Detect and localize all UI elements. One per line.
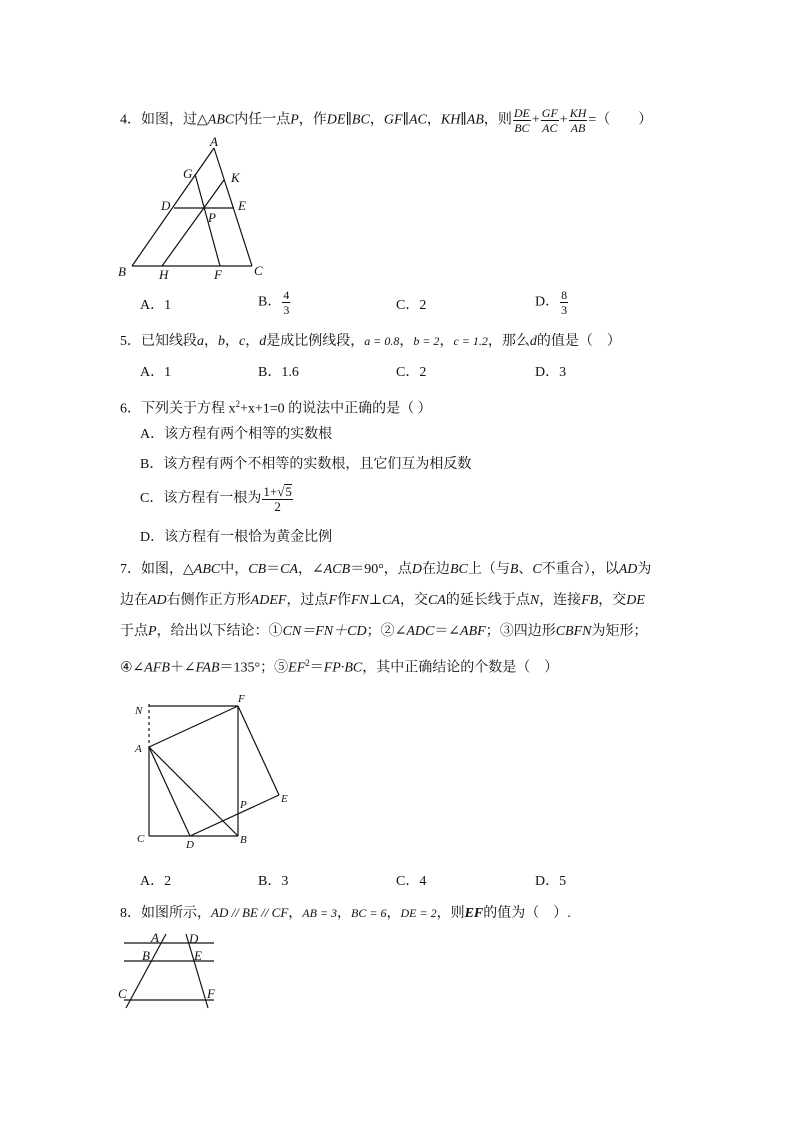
q5-var-d-2: d <box>529 334 537 349</box>
q4-label-g: G <box>183 166 193 181</box>
q8-value-ab: AB = 3 <box>302 906 338 920</box>
q4-opt-c-value: 2 <box>419 298 427 313</box>
q7-l2-ad: AD <box>148 593 167 608</box>
q7-l3-angle-abf: ABF <box>460 624 486 639</box>
q5-option-b <box>258 363 299 383</box>
q7-l1-c-point: C <box>532 562 542 577</box>
q7-l2-de: DE <box>626 593 645 608</box>
q7-l3-conclusion-1: CN＝FN＋CD <box>282 624 367 639</box>
q8-sep-3: ， <box>386 906 401 921</box>
q7-l4-b: ＋∠ <box>169 660 196 676</box>
q4-label-e: E <box>238 198 246 213</box>
q8-label-b: B <box>142 948 150 963</box>
q7-line-1 <box>120 560 651 580</box>
q7-l4-e: ，其中正确结论的个数是（ ） <box>362 660 559 676</box>
q7-l2-point-n: N <box>529 593 540 608</box>
q7-l3-b: ，给出以下结论：① <box>156 624 283 639</box>
q7-l1-g: 上（与 <box>467 562 510 577</box>
q4-triangle-figure <box>112 134 272 284</box>
q6-opt-c-num: 1+√5 <box>263 484 292 499</box>
q4-frac1-den: BC <box>514 121 530 135</box>
q5-value-a: a = 0.8 <box>364 334 400 348</box>
q7-label-p: P <box>240 799 247 811</box>
q4-sep-2: ， <box>426 112 441 128</box>
q8-transversal-1 <box>126 934 166 1008</box>
q6-opt-c-fraction <box>262 484 292 514</box>
q4-parallel-2: GF∥AC <box>383 112 427 128</box>
q6-stem-prefix: 6．下列关于方程 x <box>120 401 236 417</box>
q7-l4-ef: EF <box>288 660 306 676</box>
q7-label-e: E <box>281 793 288 805</box>
q7-option-c <box>396 872 426 892</box>
q4-side-ab <box>132 148 214 266</box>
q7-l3-c: ；②∠ <box>366 624 407 639</box>
q4-plus-1: + <box>531 112 540 128</box>
q7-l2-fb: FB <box>581 593 599 608</box>
q4-opt-b-num: 4 <box>283 288 290 302</box>
q8-label-f: F <box>207 986 215 1001</box>
q5-stem-end-2: 的值是（ ） <box>536 334 621 349</box>
q4-frac3-num: KH <box>569 106 587 120</box>
q7-l2-h: ，交 <box>598 593 627 608</box>
q4-frac3-den: AB <box>570 121 586 135</box>
q7-l2-e: ，交 <box>399 593 428 608</box>
q7-l1-e: ＝90°，点 <box>350 562 412 577</box>
q8-label-c: C <box>118 986 127 1001</box>
q7-l2-c: ，过点 <box>286 593 329 608</box>
q5-opt-d-letter: D． <box>535 365 560 380</box>
q6-superscript: 2 <box>235 399 240 409</box>
q7-l1-tri: ABC <box>193 562 221 577</box>
q5-opt-b-value: 1.6 <box>281 365 299 380</box>
q7-l1-c: ＝ <box>266 562 281 577</box>
q7-l1-b-point: B <box>509 562 519 577</box>
q5-option-d <box>535 363 566 383</box>
q5-var-b: b <box>218 334 225 349</box>
q7-l2-square: ADEF <box>250 593 287 608</box>
q4-opt-d-den: 3 <box>561 303 568 317</box>
q7-l1-h: 、 <box>518 562 533 577</box>
q7-l1-ca: CA <box>280 562 299 577</box>
q7-l2-point-f: F <box>328 593 337 608</box>
q7-label-a: A <box>135 743 142 755</box>
q4-opt-d-letter: D． <box>535 294 560 310</box>
q4-side-ac <box>214 148 252 266</box>
q4-frac1-num: DE <box>513 106 530 120</box>
q6-option-a: A．该方程有两个相等的实数根 <box>140 427 333 442</box>
q8-sep-4: ，则 <box>436 906 465 921</box>
q7-opt-b-letter: B． <box>258 874 282 889</box>
q4-opt-b-letter: B． <box>258 294 282 310</box>
q8-label-e: E <box>194 948 202 963</box>
q4-label-h: H <box>159 267 169 282</box>
q8-sep-2: ， <box>337 906 352 921</box>
q7-l2-b: 右侧作正方形 <box>166 593 251 608</box>
q7-l4-a: ④∠ <box>120 660 145 676</box>
q7-l1-ad: AD <box>618 562 638 577</box>
q4-label-k: K <box>231 170 240 185</box>
q8-label-a: A <box>151 930 159 945</box>
q7-l4-d: ＝ <box>309 660 324 676</box>
q7-l3-e: ；③四边形 <box>485 624 556 639</box>
q7-label-d: D <box>186 839 194 850</box>
q7-l3-quad: CBFN <box>555 624 592 639</box>
q7-square-figure <box>128 690 298 850</box>
q4-frac2-den: AC <box>542 121 558 135</box>
q7-l1-point-d: D <box>411 562 422 577</box>
q5-comma-3: ， <box>245 334 260 349</box>
q6-stem <box>120 394 432 420</box>
q7-l2-perp: FN⊥CA <box>351 593 400 608</box>
q7-opt-c-letter: C． <box>396 874 420 889</box>
q7-l4-c: ＝135°；⑤ <box>219 660 289 676</box>
q7-segment-ad <box>149 747 190 836</box>
q7-label-c: C <box>137 833 145 845</box>
q8-value-bc: BC = 6 <box>351 906 387 920</box>
q7-option-b <box>258 872 288 892</box>
q4-label-b: B <box>118 264 126 279</box>
q7-l3-d: ＝∠ <box>434 624 461 639</box>
q8-ef: EF <box>464 906 484 921</box>
q7-l1-i: 不重合），以 <box>541 562 619 577</box>
q5-opt-d-value: 3 <box>559 365 567 380</box>
q5-sep-1: ， <box>399 334 414 349</box>
q4-stem-mid2: ，作 <box>298 112 327 128</box>
q5-var-d: d <box>259 334 267 349</box>
q8-stem-prefix: 8．如图所示， <box>120 906 211 921</box>
q5-stem-end-1: ，那么 <box>487 334 530 349</box>
q7-l2-g: ，连接 <box>539 593 582 608</box>
q7-l2-d: 作 <box>337 593 351 608</box>
q4-opt-d-num: 8 <box>561 288 568 302</box>
q4-label-c: C <box>254 263 263 278</box>
q4-stem-mid3: ，则 <box>483 112 512 128</box>
q7-opt-d-letter: D． <box>535 874 560 889</box>
q7-l4-angle-fab: FAB <box>195 660 220 676</box>
q4-label-p: P <box>208 210 216 225</box>
q7-segment-af <box>149 706 238 747</box>
q4-opt-a-letter: A． <box>140 298 165 313</box>
q8-stem <box>120 903 571 924</box>
q7-l4-superscript: 2 <box>305 658 310 668</box>
q4-frac2-num: GF <box>541 106 558 120</box>
q5-stem-prefix: 5．已知线段 <box>120 334 197 349</box>
q4-stem-mid1: 内任一点 <box>234 112 291 128</box>
q5-option-c <box>396 363 426 383</box>
q7-l1-bc: BC <box>449 562 468 577</box>
q7-l3-point-p: P <box>148 624 157 639</box>
q7-l1-angle: ACB <box>323 562 351 577</box>
q6-opt-c-prefix: C．该方程有一根为 <box>140 491 262 507</box>
q5-opt-a-letter: A． <box>140 365 165 380</box>
q7-l4-fp-bc: FP·BC <box>323 660 363 676</box>
q6-opt-c-root: 5 <box>285 484 292 499</box>
q5-stem <box>120 331 621 352</box>
q5-option-a <box>140 363 171 383</box>
q4-fraction-1 <box>513 106 531 135</box>
q5-opt-c-value: 2 <box>419 365 427 380</box>
q4-stem <box>120 106 652 135</box>
q7-l3-a: 于点 <box>120 624 148 639</box>
q7-l3-angle-adc: ADC <box>406 624 435 639</box>
q5-stem-mid: 是成比例线段， <box>266 334 365 349</box>
q5-comma-1: ， <box>204 334 218 349</box>
q4-option-c <box>396 296 426 316</box>
q4-option-a <box>140 296 171 316</box>
q4-sep-1: ， <box>369 112 384 128</box>
q7-l1-f: 在边 <box>421 562 450 577</box>
q4-opt-c-letter: C． <box>396 298 420 313</box>
q4-opt-d-fraction <box>560 288 568 317</box>
q7-l1-cb: CB <box>248 562 267 577</box>
q8-value-de: DE = 2 <box>400 906 437 920</box>
q4-parallel-1: DE∥BC <box>326 112 370 128</box>
q5-comma-2: ， <box>225 334 239 349</box>
q8-sep-1: ， <box>288 906 303 921</box>
q7-l1-b: 中， <box>220 562 249 577</box>
q7-l1-a: 7．如图，△ <box>120 562 194 577</box>
q8-label-d: D <box>189 931 199 946</box>
q5-value-b: b = 2 <box>413 334 440 348</box>
q7-line-4 <box>120 653 558 679</box>
q7-opt-a-value: 2 <box>164 874 172 889</box>
q4-point-p: P <box>290 112 299 128</box>
q6-option-d: D．该方程有一根恰为黄金比例 <box>140 530 333 545</box>
q7-label-b: B <box>240 834 247 846</box>
q4-fraction-2 <box>541 106 559 135</box>
q5-opt-c-letter: C． <box>396 365 420 380</box>
q6-opt-c-den: 2 <box>274 499 281 514</box>
q7-line-3 <box>120 622 647 642</box>
q7-option-d <box>535 872 566 892</box>
q7-segment-ab <box>149 747 238 836</box>
q8-stem-end: 的值为（ ）. <box>483 906 571 921</box>
q7-opt-a-letter: A． <box>140 874 165 889</box>
q5-opt-b-letter: B． <box>258 365 282 380</box>
q4-option-d <box>535 288 569 317</box>
q7-l2-ca: CA <box>427 593 446 608</box>
q7-l4-angle-afb: AFB <box>144 660 170 676</box>
q8-parallel: AD // BE // CF <box>211 905 289 920</box>
q7-l2-f: 的延长线于点 <box>445 593 530 608</box>
q4-stem-prefix: 4．如图，过△ <box>120 112 208 128</box>
q5-opt-a-value: 1 <box>164 365 172 380</box>
q4-option-b <box>258 288 291 317</box>
q7-l2-a: 边在 <box>120 593 148 608</box>
q4-plus-2: + <box>559 112 568 128</box>
q7-l1-j: 为 <box>637 562 652 577</box>
q4-label-d: D <box>161 198 171 213</box>
q4-parallel-3: KH∥AB <box>440 112 484 128</box>
q5-value-c: c = 1.2 <box>453 334 488 348</box>
q6-option-b: B．该方程有两个不相等的实数根，且它们互为相反数 <box>140 457 472 472</box>
q5-sep-2: ， <box>439 334 454 349</box>
q6-opt-c-num-a: 1+ <box>263 484 278 499</box>
q7-label-f: F <box>238 693 245 705</box>
q5-var-c: c <box>239 334 246 349</box>
q4-equals-blank: =（ ） <box>588 112 653 128</box>
q4-triangle: ABC <box>207 112 235 128</box>
q7-opt-c-value: 4 <box>419 874 427 889</box>
q6-option-c <box>140 484 294 514</box>
q7-segment-fe <box>238 706 279 795</box>
q4-label-f: F <box>214 267 222 282</box>
q8-parallel-figure <box>112 928 222 1010</box>
q5-var-a: a <box>197 334 204 349</box>
q4-opt-b-den: 3 <box>283 303 290 317</box>
q7-label-n: N <box>135 705 143 717</box>
q7-opt-d-value: 5 <box>559 874 567 889</box>
q4-opt-b-fraction <box>282 288 290 317</box>
q4-opt-a-value: 1 <box>164 298 172 313</box>
q6-stem-end: +x+1=0 的说法中正确的是（ ） <box>240 401 432 417</box>
q7-l3-f: 为矩形； <box>591 624 648 639</box>
q7-option-a <box>140 872 171 892</box>
q7-line-2 <box>120 591 645 611</box>
q7-opt-b-value: 3 <box>281 874 289 889</box>
q7-l1-d: ，∠ <box>298 562 324 577</box>
q4-fraction-3 <box>569 106 588 135</box>
q4-label-a: A <box>210 134 218 149</box>
